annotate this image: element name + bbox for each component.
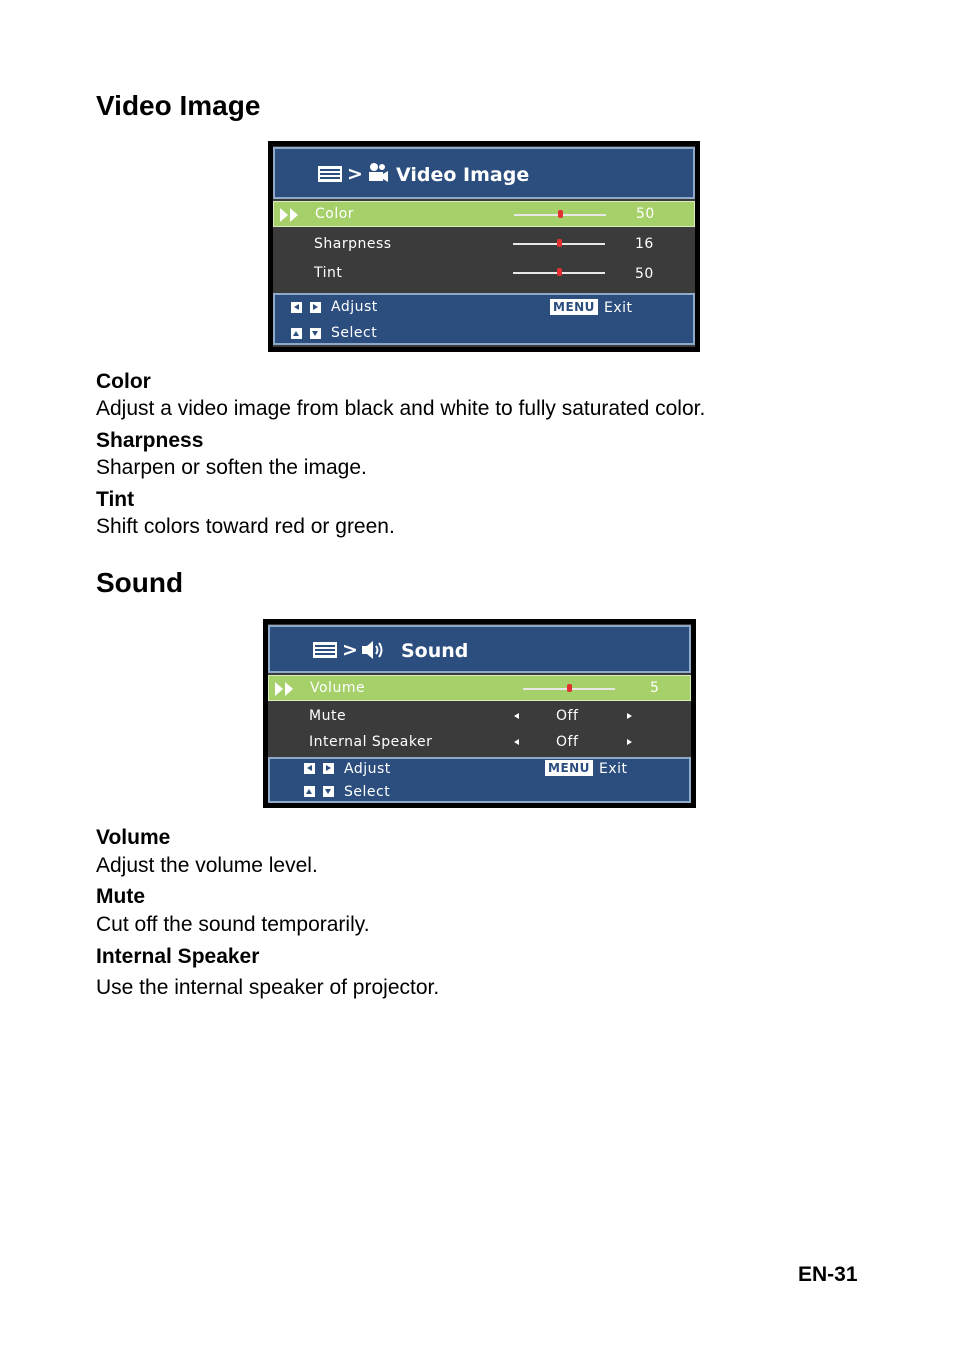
osd-item-mute[interactable] <box>268 703 691 730</box>
osd-footer <box>268 757 691 803</box>
down-key-icon <box>310 328 321 339</box>
select-hint: Select <box>331 325 378 341</box>
osd-item-value: 50 <box>636 206 655 222</box>
desc-mute: Cut off the sound temporarily. <box>96 913 370 936</box>
menu-key-badge: MENU <box>545 760 593 776</box>
term-mute: Mute <box>96 885 145 908</box>
left-arrow-icon[interactable] <box>514 713 519 719</box>
osd-item-label: Tint <box>314 265 343 281</box>
selection-arrow-icon <box>280 208 302 222</box>
term-color: Color <box>96 370 151 393</box>
adjust-hint: Adjust <box>331 299 378 315</box>
osd-item-internal-speaker[interactable] <box>268 730 691 755</box>
osd-item-value: 50 <box>635 266 654 282</box>
desc-tint: Shift colors toward red or green. <box>96 515 395 538</box>
desc-volume: Adjust the volume level. <box>96 854 318 877</box>
exit-hint: Exit <box>604 300 633 316</box>
video-camera-icon <box>365 161 389 185</box>
color-slider[interactable] <box>514 214 606 216</box>
speaker-icon <box>360 638 384 662</box>
osd-item-label: Internal Speaker <box>309 734 433 750</box>
exit-hint: Exit <box>599 761 628 777</box>
osd-item-value: Off <box>556 708 579 724</box>
right-arrow-icon[interactable] <box>627 713 632 719</box>
sound-osd-menu <box>263 619 696 808</box>
term-volume: Volume <box>96 826 171 849</box>
osd-item-value: 5 <box>650 680 660 696</box>
section-heading-video-image: Video Image <box>96 90 261 121</box>
desc-sharpness: Sharpen or soften the image. <box>96 456 367 479</box>
left-key-icon <box>304 763 315 774</box>
osd-title: Sound <box>401 640 469 662</box>
osd-title-bar <box>268 625 691 673</box>
term-sharpness: Sharpness <box>96 429 204 452</box>
adjust-hint: Adjust <box>344 761 391 777</box>
osd-item-label: Mute <box>309 708 347 724</box>
term-tint: Tint <box>96 488 135 511</box>
selection-arrow-icon <box>275 682 297 696</box>
right-key-icon <box>323 763 334 774</box>
section-heading-sound: Sound <box>96 567 184 598</box>
breadcrumb-separator: > <box>347 163 363 185</box>
menu-list-icon <box>317 164 343 184</box>
up-key-icon <box>304 786 315 797</box>
video-image-osd-menu <box>268 141 700 352</box>
down-key-icon <box>323 786 334 797</box>
select-hint: Select <box>344 784 391 800</box>
osd-item-value: Off <box>556 734 579 750</box>
page-number: EN-31 <box>798 1263 858 1286</box>
sharpness-slider[interactable] <box>513 243 605 245</box>
osd-item-sharpness[interactable] <box>273 229 695 259</box>
breadcrumb-separator: > <box>342 639 358 661</box>
right-arrow-icon[interactable] <box>627 739 632 745</box>
desc-internal-speaker: Use the internal speaker of projector. <box>96 976 440 999</box>
osd-title-bar <box>273 147 695 199</box>
term-internal-speaker: Internal Speaker <box>96 945 260 968</box>
left-key-icon <box>291 302 302 313</box>
right-key-icon <box>310 302 321 313</box>
desc-color: Adjust a video image from black and white to fully saturated color. <box>96 397 706 420</box>
volume-slider[interactable] <box>523 688 615 690</box>
osd-item-label: Color <box>315 206 355 222</box>
osd-item-label: Volume <box>310 680 366 696</box>
osd-item-tint[interactable] <box>273 259 695 289</box>
osd-title: Video Image <box>396 164 530 186</box>
menu-key-badge: MENU <box>550 299 598 315</box>
osd-item-volume[interactable] <box>268 675 691 701</box>
osd-item-label: Sharpness <box>314 236 392 252</box>
menu-list-icon <box>312 640 338 660</box>
left-arrow-icon[interactable] <box>514 739 519 745</box>
osd-item-color[interactable] <box>273 201 695 227</box>
up-key-icon <box>291 328 302 339</box>
osd-footer <box>273 293 695 345</box>
osd-item-value: 16 <box>635 236 654 252</box>
tint-slider[interactable] <box>513 272 605 274</box>
